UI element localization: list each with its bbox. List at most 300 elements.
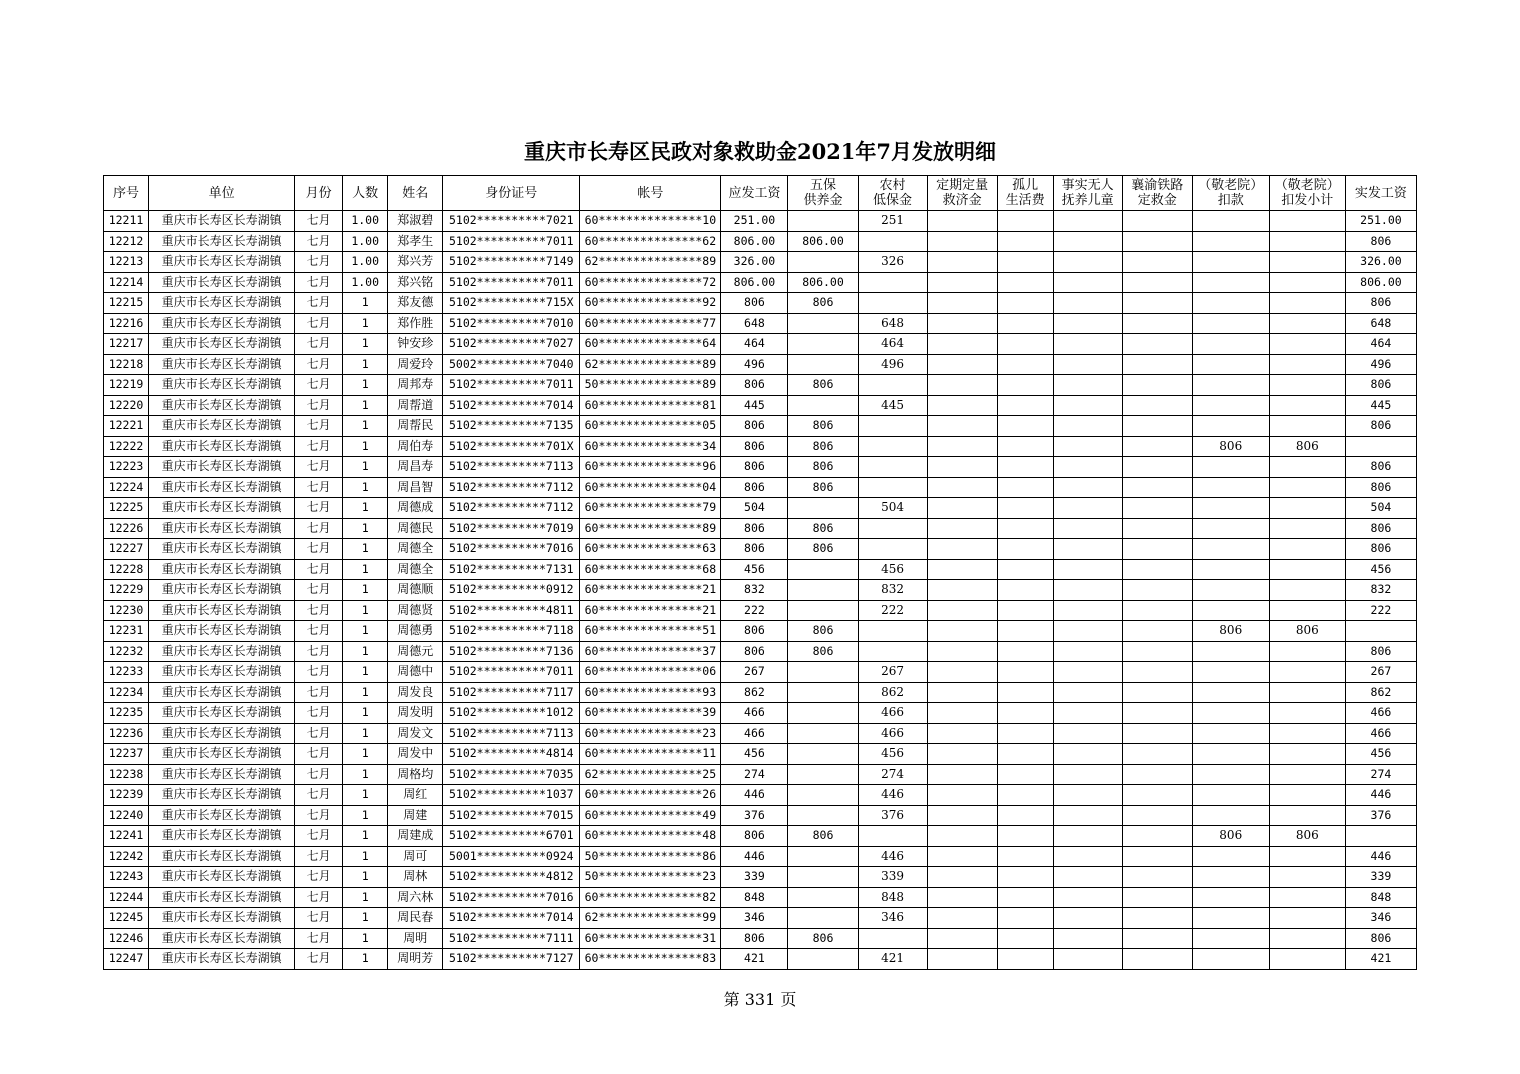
table-cell: 重庆市长寿区长寿湖镇 — [149, 580, 295, 601]
table-cell: 5102**********7015 — [443, 805, 580, 826]
table-cell: 251 — [858, 211, 927, 232]
table-cell: 5102**********7014 — [443, 908, 580, 929]
table-cell: 重庆市长寿区长寿湖镇 — [149, 313, 295, 334]
table-cell: 5102**********1012 — [443, 703, 580, 724]
table-cell: 5102**********7035 — [443, 764, 580, 785]
table-cell: 5102**********7127 — [443, 949, 580, 970]
table-cell — [1269, 559, 1345, 580]
table-cell: 周德全 — [388, 539, 443, 560]
table-cell — [1269, 928, 1345, 949]
table-cell: 445 — [1345, 395, 1416, 416]
table-cell — [1269, 682, 1345, 703]
table-cell — [788, 395, 858, 416]
table-cell: 62***************99 — [580, 908, 721, 929]
table-cell: 50***************86 — [580, 846, 721, 867]
table-cell: 周六林 — [388, 887, 443, 908]
table-cell: 周明芳 — [388, 949, 443, 970]
table-cell: 重庆市长寿区长寿湖镇 — [149, 252, 295, 273]
table-cell — [1269, 805, 1345, 826]
table-cell: 周发明 — [388, 703, 443, 724]
table-cell: 60***************10 — [580, 211, 721, 232]
table-cell: 806 — [1192, 621, 1269, 642]
table-cell — [1053, 539, 1122, 560]
table-cell: 464 — [721, 334, 788, 355]
table-cell: 七月 — [295, 703, 343, 724]
table-cell — [858, 272, 927, 293]
table-cell: 5102**********715X — [443, 293, 580, 314]
table-cell — [1192, 785, 1269, 806]
table-cell: 5102**********4811 — [443, 600, 580, 621]
table-cell — [1192, 231, 1269, 252]
table-cell: 806 — [1192, 436, 1269, 457]
table-cell — [1053, 949, 1122, 970]
table-cell: 12230 — [104, 600, 149, 621]
table-cell — [927, 498, 997, 519]
table-cell — [997, 703, 1053, 724]
table-cell — [997, 744, 1053, 765]
table-cell: 周德成 — [388, 498, 443, 519]
table-cell: 806 — [1192, 826, 1269, 847]
table-row — [104, 682, 1417, 703]
table-cell: 806 — [788, 928, 858, 949]
table-cell — [1122, 272, 1192, 293]
table-cell: 5102**********7011 — [443, 272, 580, 293]
table-cell: 456 — [721, 559, 788, 580]
table-cell — [1269, 334, 1345, 355]
table-cell: 12212 — [104, 231, 149, 252]
table-cell: 806 — [788, 539, 858, 560]
table-cell — [1122, 908, 1192, 929]
table-cell — [927, 682, 997, 703]
table-cell: 周德勇 — [388, 621, 443, 642]
table-cell: 重庆市长寿区长寿湖镇 — [149, 498, 295, 519]
table-cell — [1053, 457, 1122, 478]
table-cell — [1053, 252, 1122, 273]
table-cell: 周帮道 — [388, 395, 443, 416]
table-cell: 周昌智 — [388, 477, 443, 498]
table-cell — [788, 682, 858, 703]
table-cell: 重庆市长寿区长寿湖镇 — [149, 600, 295, 621]
table-row — [104, 621, 1417, 642]
table-cell: 464 — [1345, 334, 1416, 355]
table-cell — [788, 559, 858, 580]
table-cell: 周发文 — [388, 723, 443, 744]
table-cell: 七月 — [295, 662, 343, 683]
table-cell: 1 — [343, 703, 388, 724]
table-row — [104, 375, 1417, 396]
table-cell — [997, 539, 1053, 560]
table-cell — [997, 457, 1053, 478]
table-cell — [1269, 518, 1345, 539]
table-cell — [788, 662, 858, 683]
table-cell — [1122, 293, 1192, 314]
table-cell: 1 — [343, 457, 388, 478]
table-cell: 60***************68 — [580, 559, 721, 580]
table-cell: 376 — [1345, 805, 1416, 826]
table-cell — [1122, 621, 1192, 642]
table-cell — [788, 867, 858, 888]
table-cell — [1192, 457, 1269, 478]
table-cell: 466 — [1345, 723, 1416, 744]
table-cell: 339 — [721, 867, 788, 888]
table-cell — [997, 354, 1053, 375]
table-cell: 1.00 — [343, 272, 388, 293]
table-cell — [1122, 949, 1192, 970]
table-cell: 806 — [788, 436, 858, 457]
table-cell — [858, 231, 927, 252]
table-cell — [1192, 498, 1269, 519]
table-cell — [1122, 662, 1192, 683]
table-cell — [1192, 744, 1269, 765]
table-row — [104, 641, 1417, 662]
table-cell: 重庆市长寿区长寿湖镇 — [149, 354, 295, 375]
table-cell — [1269, 662, 1345, 683]
column-header: 实发工资 — [1345, 176, 1416, 211]
table-cell — [1192, 334, 1269, 355]
table-cell: 60***************21 — [580, 600, 721, 621]
table-cell: 1 — [343, 887, 388, 908]
table-cell: 七月 — [295, 375, 343, 396]
table-cell: 1 — [343, 662, 388, 683]
table-cell: 5102**********701X — [443, 436, 580, 457]
table-cell — [1269, 252, 1345, 273]
table-cell — [788, 744, 858, 765]
table-cell — [997, 416, 1053, 437]
table-cell: 重庆市长寿区长寿湖镇 — [149, 211, 295, 232]
table-cell: 重庆市长寿区长寿湖镇 — [149, 518, 295, 539]
table-cell: 848 — [858, 887, 927, 908]
table-cell: 重庆市长寿区长寿湖镇 — [149, 375, 295, 396]
table-cell — [997, 805, 1053, 826]
table-cell: 466 — [858, 723, 927, 744]
table-cell — [1122, 436, 1192, 457]
table-cell — [1269, 539, 1345, 560]
table-cell — [1122, 867, 1192, 888]
table-cell: 1.00 — [343, 231, 388, 252]
table-cell: 郑淑碧 — [388, 211, 443, 232]
table-cell — [1269, 723, 1345, 744]
table-row — [104, 334, 1417, 355]
table-cell: 267 — [721, 662, 788, 683]
table-cell — [1192, 477, 1269, 498]
table-cell: 806 — [721, 416, 788, 437]
table-cell: 七月 — [295, 621, 343, 642]
column-header: 姓名 — [388, 176, 443, 211]
table-cell: 1.00 — [343, 252, 388, 273]
table-cell: 251.00 — [1345, 211, 1416, 232]
table-cell — [927, 600, 997, 621]
table-cell — [927, 887, 997, 908]
table-row — [104, 539, 1417, 560]
table-cell: 339 — [858, 867, 927, 888]
table-cell — [1192, 682, 1269, 703]
table-cell: 5001**********0924 — [443, 846, 580, 867]
table-cell: 1 — [343, 334, 388, 355]
table-cell — [997, 846, 1053, 867]
table-cell: 60***************04 — [580, 477, 721, 498]
table-cell — [1053, 928, 1122, 949]
table-cell — [788, 580, 858, 601]
table-cell — [997, 908, 1053, 929]
table-cell: 1 — [343, 867, 388, 888]
table-cell: 12223 — [104, 457, 149, 478]
column-header: 襄渝铁路 定救金 — [1122, 176, 1192, 211]
table-cell — [927, 621, 997, 642]
table-cell: 806 — [1345, 539, 1416, 560]
table-cell — [997, 867, 1053, 888]
table-cell: 12222 — [104, 436, 149, 457]
table-cell — [997, 211, 1053, 232]
table-cell — [1122, 600, 1192, 621]
page-number: 第 331 页 — [723, 990, 797, 1009]
table-cell — [997, 662, 1053, 683]
table-cell: 周建 — [388, 805, 443, 826]
table-cell — [1122, 559, 1192, 580]
table-cell: 466 — [858, 703, 927, 724]
table-cell: 806.00 — [788, 272, 858, 293]
table-cell — [927, 211, 997, 232]
table-cell: 222 — [1345, 600, 1416, 621]
table-cell — [1053, 272, 1122, 293]
table-cell: 1 — [343, 539, 388, 560]
table-cell: 5102**********7149 — [443, 252, 580, 273]
table-cell: 5102**********7131 — [443, 559, 580, 580]
table-cell: 60***************26 — [580, 785, 721, 806]
table-cell — [997, 231, 1053, 252]
table-cell: 5102**********7136 — [443, 641, 580, 662]
table-cell: 60***************49 — [580, 805, 721, 826]
table-cell: 806 — [1345, 457, 1416, 478]
table-cell: 5102**********4812 — [443, 867, 580, 888]
table-row — [104, 703, 1417, 724]
table-cell: 12218 — [104, 354, 149, 375]
table-cell: 456 — [1345, 744, 1416, 765]
table-cell — [858, 826, 927, 847]
table-cell — [1192, 293, 1269, 314]
table-cell: 326.00 — [721, 252, 788, 273]
table-cell — [788, 908, 858, 929]
table-cell — [927, 785, 997, 806]
table-cell — [1192, 416, 1269, 437]
table-cell: 806 — [721, 375, 788, 396]
table-cell — [1122, 313, 1192, 334]
table-cell: 1 — [343, 641, 388, 662]
table-cell — [1192, 375, 1269, 396]
table-cell: 806 — [788, 621, 858, 642]
table-cell — [858, 293, 927, 314]
table-cell: 60***************64 — [580, 334, 721, 355]
table-cell — [927, 641, 997, 662]
table-cell: 重庆市长寿区长寿湖镇 — [149, 621, 295, 642]
table-cell: 重庆市长寿区长寿湖镇 — [149, 457, 295, 478]
table-cell — [1269, 293, 1345, 314]
table-cell: 七月 — [295, 477, 343, 498]
table-cell: 12232 — [104, 641, 149, 662]
table-cell — [1269, 416, 1345, 437]
table-cell — [1192, 211, 1269, 232]
table-cell — [1122, 785, 1192, 806]
table-cell: 466 — [1345, 703, 1416, 724]
table-cell: 464 — [858, 334, 927, 355]
table-cell — [927, 703, 997, 724]
table-cell: 重庆市长寿区长寿湖镇 — [149, 436, 295, 457]
table-cell: 12226 — [104, 518, 149, 539]
table-cell — [927, 723, 997, 744]
table-cell — [1269, 703, 1345, 724]
column-header: （敬老院） 扣发小计 — [1269, 176, 1345, 211]
table-cell — [1122, 457, 1192, 478]
table-cell: 50***************23 — [580, 867, 721, 888]
table-cell — [927, 436, 997, 457]
table-cell — [1122, 539, 1192, 560]
table-cell: 806 — [788, 826, 858, 847]
table-cell: 1 — [343, 354, 388, 375]
table-row — [104, 744, 1417, 765]
table-cell: 重庆市长寿区长寿湖镇 — [149, 272, 295, 293]
table-cell: 5102**********7021 — [443, 211, 580, 232]
table-cell — [1192, 313, 1269, 334]
table-cell: 重庆市长寿区长寿湖镇 — [149, 539, 295, 560]
table-cell: 346 — [1345, 908, 1416, 929]
table-cell — [997, 436, 1053, 457]
table-cell: 七月 — [295, 887, 343, 908]
table-row — [104, 908, 1417, 929]
table-cell — [1053, 416, 1122, 437]
table-cell: 5102**********6701 — [443, 826, 580, 847]
table-cell: 七月 — [295, 826, 343, 847]
table-row — [104, 600, 1417, 621]
table-cell: 周邦寿 — [388, 375, 443, 396]
table-cell: 重庆市长寿区长寿湖镇 — [149, 477, 295, 498]
table-cell: 七月 — [295, 805, 343, 826]
table-cell — [997, 764, 1053, 785]
table-cell: 5102**********7027 — [443, 334, 580, 355]
table-cell — [927, 272, 997, 293]
table-cell — [927, 539, 997, 560]
column-header: 孤儿 生活费 — [997, 176, 1053, 211]
table-cell: 12213 — [104, 252, 149, 273]
table-cell: 60***************51 — [580, 621, 721, 642]
table-cell — [788, 949, 858, 970]
table-cell: 251.00 — [721, 211, 788, 232]
table-cell: 466 — [721, 703, 788, 724]
table-cell — [1192, 805, 1269, 826]
table-cell: 346 — [858, 908, 927, 929]
table-cell: 5102**********7010 — [443, 313, 580, 334]
table-cell: 648 — [858, 313, 927, 334]
table-cell: 60***************92 — [580, 293, 721, 314]
table-cell: 446 — [858, 785, 927, 806]
table-cell: 重庆市长寿区长寿湖镇 — [149, 928, 295, 949]
table-cell: 重庆市长寿区长寿湖镇 — [149, 867, 295, 888]
table-cell — [1192, 703, 1269, 724]
table-cell: 1 — [343, 416, 388, 437]
table-cell — [788, 252, 858, 273]
table-cell: 5102**********7016 — [443, 539, 580, 560]
table-cell: 806 — [1269, 826, 1345, 847]
table-cell: 1 — [343, 313, 388, 334]
table-cell: 12217 — [104, 334, 149, 355]
table-cell — [1053, 621, 1122, 642]
table-cell: 重庆市长寿区长寿湖镇 — [149, 949, 295, 970]
table-cell — [1269, 498, 1345, 519]
table-cell: 重庆市长寿区长寿湖镇 — [149, 764, 295, 785]
table-cell: 重庆市长寿区长寿湖镇 — [149, 723, 295, 744]
column-header: 身份证号 — [443, 176, 580, 211]
table-cell — [1269, 600, 1345, 621]
table-cell: 60***************72 — [580, 272, 721, 293]
table-cell — [1269, 785, 1345, 806]
table-cell: 5102**********0912 — [443, 580, 580, 601]
table-cell: 七月 — [295, 559, 343, 580]
table-cell: 60***************48 — [580, 826, 721, 847]
table-cell: 12228 — [104, 559, 149, 580]
table-row — [104, 764, 1417, 785]
table-row — [104, 354, 1417, 375]
table-cell: 806 — [721, 641, 788, 662]
table-cell — [997, 928, 1053, 949]
table-cell — [1053, 908, 1122, 929]
table-cell — [1269, 887, 1345, 908]
relief-payment-table — [103, 175, 1417, 970]
table-cell — [1122, 805, 1192, 826]
column-header: 农村 低保金 — [858, 176, 927, 211]
table-cell — [1053, 744, 1122, 765]
table-cell — [1053, 887, 1122, 908]
table-cell — [1269, 272, 1345, 293]
table-cell: 806 — [721, 293, 788, 314]
table-cell: 七月 — [295, 641, 343, 662]
table-cell — [997, 395, 1053, 416]
table-cell — [927, 826, 997, 847]
table-cell — [1122, 723, 1192, 744]
table-cell — [1192, 395, 1269, 416]
table-cell: 806 — [721, 826, 788, 847]
table-cell: 832 — [721, 580, 788, 601]
table-cell: 60***************62 — [580, 231, 721, 252]
table-cell — [927, 518, 997, 539]
table-cell: 12219 — [104, 375, 149, 396]
table-cell: 1 — [343, 826, 388, 847]
table-cell — [1269, 457, 1345, 478]
table-cell: 七月 — [295, 744, 343, 765]
table-cell: 832 — [858, 580, 927, 601]
table-cell: 郑作胜 — [388, 313, 443, 334]
table-cell: 12233 — [104, 662, 149, 683]
table-cell: 456 — [1345, 559, 1416, 580]
table-cell: 648 — [721, 313, 788, 334]
table-cell: 446 — [858, 846, 927, 867]
table-cell: 806 — [1345, 416, 1416, 437]
table-cell — [1122, 416, 1192, 437]
table-cell — [1269, 641, 1345, 662]
table-cell — [1192, 600, 1269, 621]
table-cell: 806 — [1345, 231, 1416, 252]
table-cell: 12214 — [104, 272, 149, 293]
table-cell: 12211 — [104, 211, 149, 232]
table-cell: 重庆市长寿区长寿湖镇 — [149, 662, 295, 683]
table-cell — [788, 785, 858, 806]
table-cell: 周伯寿 — [388, 436, 443, 457]
table-cell — [1192, 354, 1269, 375]
table-cell — [927, 334, 997, 355]
table-cell: 496 — [858, 354, 927, 375]
table-cell: 62***************25 — [580, 764, 721, 785]
table-cell: 1 — [343, 559, 388, 580]
table-cell — [1192, 272, 1269, 293]
table-cell: 周昌寿 — [388, 457, 443, 478]
table-cell: 重庆市长寿区长寿湖镇 — [149, 559, 295, 580]
